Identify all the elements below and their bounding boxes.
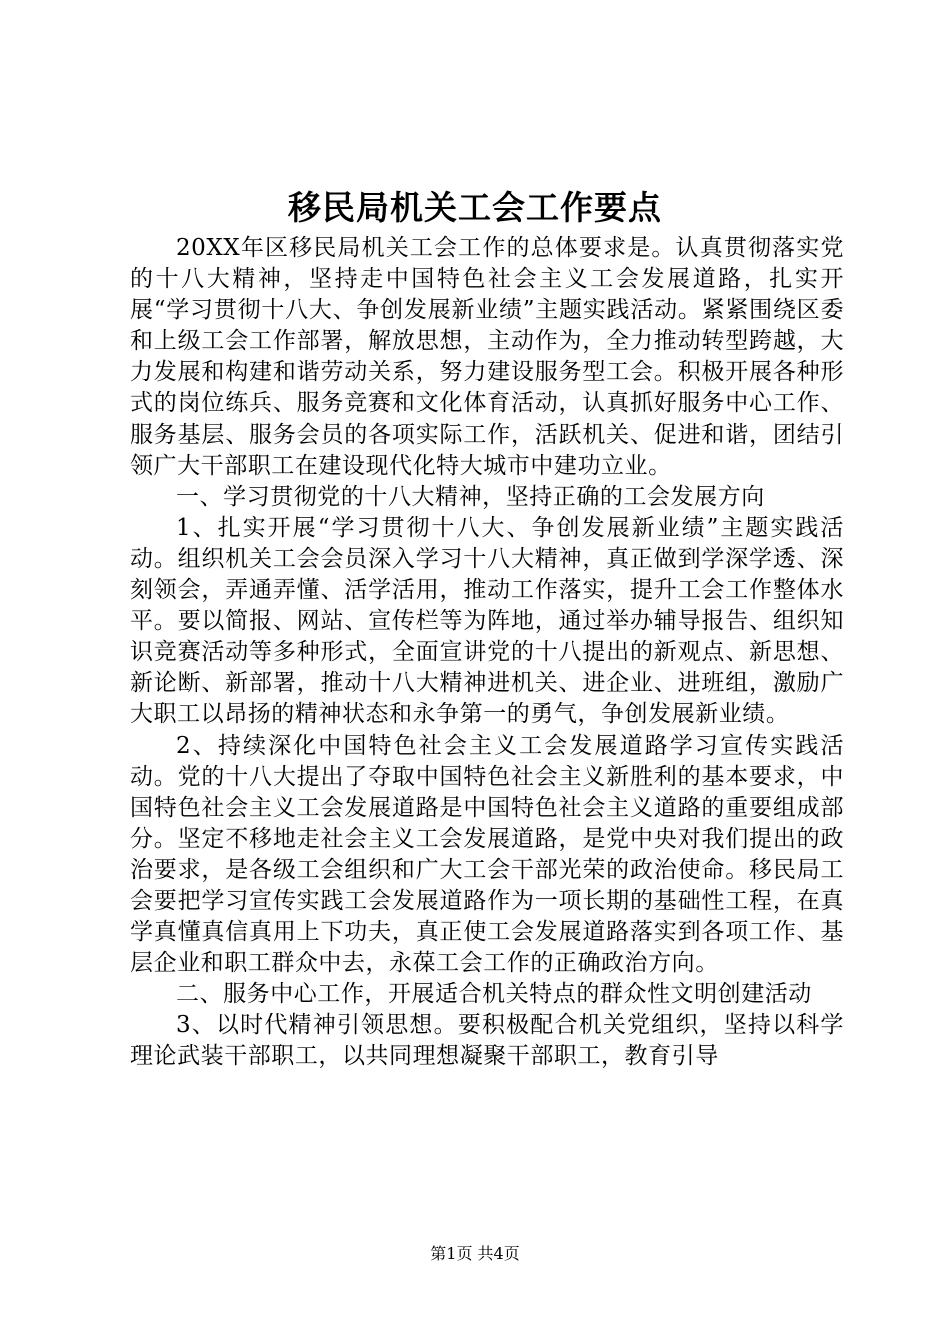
- paragraph-intro: 20XX年区移民局机关工会工作的总体要求是。认真贯彻落实党的十八大精神，坚持走中国特色社会主义工会发展道路，扎实开展“学习贯彻十八大、争创发展新业绩”主题实践活动。紧紧围绕区委和上级工会工作部署，解放思想，主动作为，全力推动转型跨越，大力发展和构建和谐劳动关系，努力建设服务型工会。积极开展各种形式的岗位练兵、服务竞赛和文化体育活动，认真抓好服务中心工作、服务基层、服务会员的各项实际工作，活跃机关、促进和谐，团结引领广大干部职工在建设现代化特大城市中建功立业。: [130, 235, 844, 479]
- document-body: [130, 233, 844, 1073]
- section-heading-1: 一、学习贯彻党的十八大精神，坚持正确的工会发展方向: [176, 483, 765, 510]
- section-heading-2: 二、服务中心工作，开展适合机关特点的群众性文明创建活动: [176, 981, 812, 1008]
- paragraph-item-1: 1、扎实开展“学习贯彻十八大、争创发展新业绩”主题实践活动。组织机关工会会员深入学习十八大精神，真正做到学深学透、深刻领会，弄通弄懂、活学活用，推动工作落实，提升工会工作整体水平。要以简报、网站、宣传栏等为阵地，通过举办辅导报告、组织知识竞赛活动等多种形式，全面宣讲党的十八提出的新观点、新思想、新论断、新部署，推动十八大精神进机关、进企业、进班组，激励广大职工以昂扬的精神状态和永争第一的勇气，争创发展新业绩。: [130, 514, 844, 728]
- paragraph-item-2: 2、持续深化中国特色社会主义工会发展道路学习宣传实践活动。党的十八大提出了夺取中国特色社会主义新胜利的基本要求，中国特色社会主义工会发展道路是中国特色社会主义道路的重要组成部分。坚定不移地走社会主义工会发展道路，是党中央对我们提出的政治要求，是各级工会组织和广大工会干部光荣的政治使命。移民局工会要把学习宣传实践工会发展道路作为一项长期的基础性工程，在真学真懂真信真用上下功夫，真正使工会发展道路落实到各项工作、基层企业和职工群众中去，永葆工会工作的正确政治方向。: [130, 732, 844, 977]
- document-title: 移民局机关工会工作要点: [288, 188, 662, 227]
- paragraph-item-3: 3、以时代精神引领思想。要积极配合机关党组织，坚持以科学理论武装干部职工，以共同理想凝聚干部职工，教育引导: [130, 1012, 844, 1070]
- page-footer: 第1页 共4页: [430, 1244, 520, 1263]
